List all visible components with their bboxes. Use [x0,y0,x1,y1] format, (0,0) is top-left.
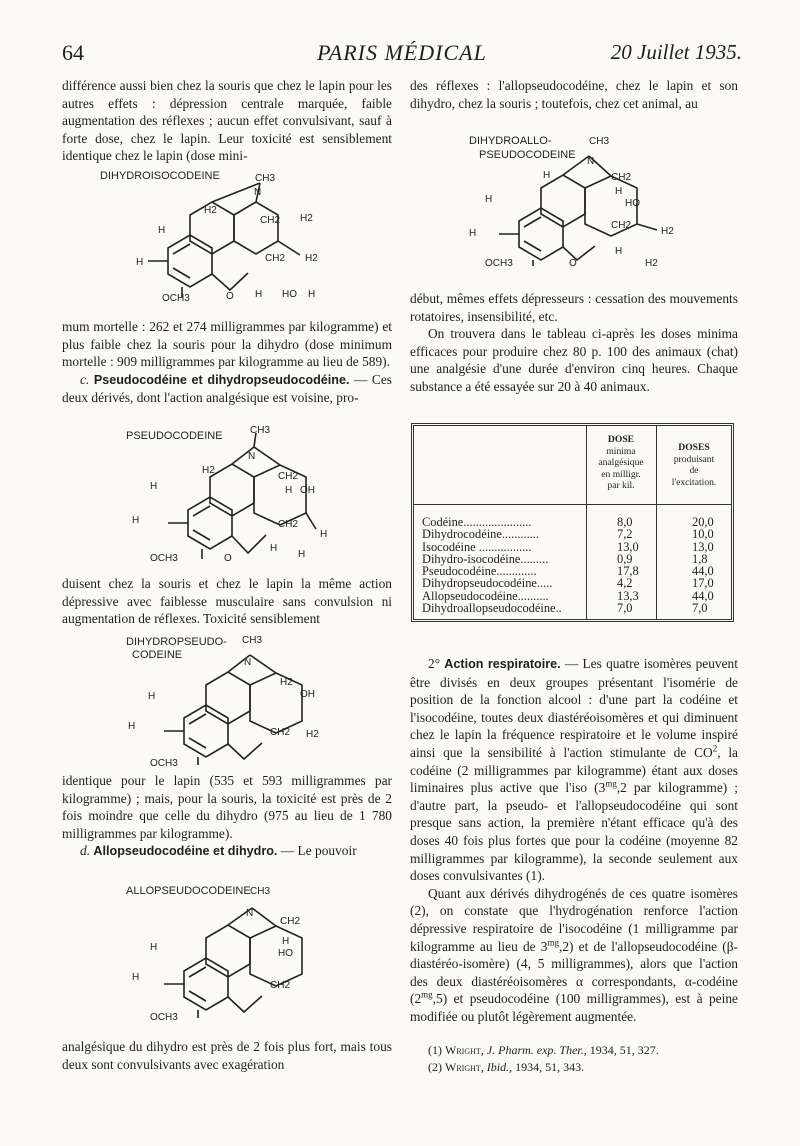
svg-text:H: H [148,691,156,702]
structure-dihydroisocodeine [100,165,360,305]
svg-text:H2: H2 [202,465,215,476]
left-text-4 [62,772,392,861]
left-text-5 [62,1038,392,1073]
svg-text:H: H [128,721,136,732]
svg-text:H: H [285,485,293,496]
svg-text:CH2: CH2 [265,253,286,264]
structure-label: PSEUDOCODEINE [479,149,576,161]
section-c-title: Pseudocodéine et dihydropseudocodéine. [93,372,350,387]
structure-pseudocodeine [120,425,380,570]
paragraph: Quant aux dérivés dihydrogénés de ces quatre isomères (2), on constate que l'hydrogénation renforce l'action dépressive respiratoire de l'isocodéine (1 milligramme par kilogramme au lieu de $3^{mg},2$) et de l'allopseudocodéine (β-diastéréo-isomère) (4, 5 milligrammes), alors que l'action des deux diastéréoisomères α correspondants, α-codéine $(2^{mg},5)$ et pseudocodéine (100 milligrammes), est à peine modifiée ou plutôt légèrement augmentée. [410,885,738,1024]
svg-text:H2: H2 [204,205,217,216]
svg-text:H: H [255,289,263,300]
svg-text:H2: H2 [300,213,313,224]
svg-text:CH3: CH3 [242,635,263,646]
svg-text:OH: OH [300,485,315,496]
structure-label: PSEUDOCODEINE [126,430,223,442]
svg-text:O: O [226,291,234,302]
footnotes [410,1042,738,1076]
table-row: Codéine...................... 8,0 20,0 [422,515,714,529]
svg-text:CH3: CH3 [589,136,610,147]
table-row: Dihydroallopseudocodéine.. 7,0 7,0 [422,601,708,616]
left-text-1 [62,77,392,165]
paragraph: différence aussi bien chez la souris que chez le lapin pour les autres effets : dépression centrale marquée, faible augmentation des réflexes ; aucun effet convulsivant, sauf à forte dose, chez le lapin. Leur toxicité est sensiblement identique chez le lapin (dose mini- [62,78,392,164]
svg-text:CH2: CH2 [611,220,632,231]
svg-text:CH2: CH2 [260,215,281,226]
svg-text:H2: H2 [645,258,658,269]
svg-text:H2: H2 [305,253,318,264]
paragraph: des réflexes : l'allopseudocodéine, chez le lapin et son dihydro, chez la souris ; toutefois, chez cet animal, au [410,78,738,111]
svg-text:OCH3: OCH3 [150,758,178,768]
svg-text:H: H [298,549,306,560]
table-header-excitation: DOSES produisant de l'excitation. [671,442,717,488]
paragraph: identique pour le lapin (535 et 593 milligrammes par kilogramme) ; mais, pour la souris, la toxicité est près de 2 fois moindre que celle du dihydro (975 au lieu de 1 780 milligrammes par kilogramme). [62,773,392,841]
footnote-2: (2) Wright, Ibid., 1934, 51, 343. [428,1060,585,1074]
svg-text:CH3: CH3 [255,173,276,184]
section-respiratory: 2° Action respiratoire. — Les quatre isomères peuvent être divisés en deux groupes présentant l'isomérie de position de la fonction alcool : d'une part la codéine et l'isocodéine, toutes deux diastéréoisomères et qui diminuent chez le lapin la fréquence respiratoire et le volume inspiré ainsi que la sensibilité à l'action stimulante de $CO^2$, la codéine (2 milligrammes par kilogramme) étant aux doses liminaires plus active que l'iso ($3^{mg},2$ par kilogramme) ; d'autre part, la pseudo- et l'allopseudocodéine qui sont presque sans action, la première n'étant efficace qu'à des doses 40 fois plus fortes que pour la codéine (moyenne 82 milligrammes par kilogramme), la seconde seulement aux doses convulsivantes (1). [410,656,738,884]
page-number: 64 [62,40,84,65]
paragraph: début, mêmes effets dépresseurs : cessation des mouvements rotatoires, insensibilité, etc. [410,291,738,324]
running-header [62,40,742,70]
svg-text:CH3: CH3 [250,886,271,897]
structure-label: CODEINE [132,649,183,661]
svg-text:H: H [270,543,278,554]
svg-text:CH2: CH2 [611,172,632,183]
table-row: Dihydrocodéine............ 7,2 10,0 [422,527,714,542]
svg-text:H2: H2 [280,677,293,688]
svg-text:CH2: CH2 [278,471,299,482]
svg-text:CH2: CH2 [270,980,291,991]
svg-text:H2: H2 [661,226,674,237]
svg-text:HO: HO [625,198,640,209]
structure-label: DIHYDROALLO- [469,135,552,147]
left-text-3 [62,575,392,628]
structure-label: DIHYDROPSEUDO- [126,636,227,648]
svg-text:H: H [469,228,477,239]
table-row: Allopseudocodéine.......... 13,3 44,0 [422,588,714,603]
table-header-dose: DOSE minima analgésique en milligr. par kil. [598,434,644,491]
table-row: Pseudocodéine............. 17,8 44,0 [422,564,714,579]
svg-text:H: H [543,170,551,181]
right-text-1 [410,77,738,112]
svg-text:H: H [308,289,316,300]
svg-text:CH2: CH2 [278,519,299,530]
svg-text:N: N [244,657,252,668]
svg-text:OCH3: OCH3 [150,553,178,564]
section-d-title: Allopseudocodéine et dihydro. [93,844,278,859]
svg-text:CH2: CH2 [270,727,291,738]
journal-title: PARIS MÉDICAL [317,40,487,65]
svg-text:N: N [246,908,254,919]
svg-text:H: H [485,194,493,205]
svg-text:OCH3: OCH3 [485,258,513,269]
structure-label: ALLOPSEUDOCODEINE [126,885,251,897]
svg-text:H: H [615,246,623,257]
svg-text:N: N [248,451,256,462]
structure-dihydroallopseudocodeine [465,130,705,270]
svg-text:CH2: CH2 [280,916,301,927]
section-c: c. Pseudocodéine et dihydropseudocodéine. — Ces deux dérivés, dont l'action analgésique est voisine, pro- [62,371,392,406]
table-row: Isocodéine ................. 13,0 13,0 [422,539,714,554]
table-row: Dihydropseudocodéine..... 4,2 17,0 [422,576,714,591]
section-d: d. Allopseudocodéine et dihydro. — Le pouvoir [80,843,357,859]
section-respiratory-title: Action respiratoire. [444,657,561,671]
svg-text:H: H [158,225,166,236]
svg-text:H: H [282,936,290,947]
svg-text:H: H [320,529,328,540]
right-text-3 [410,655,738,1025]
left-text-2 [62,318,392,407]
svg-text:N: N [254,187,262,198]
svg-text:HO: HO [278,948,293,959]
svg-text:H: H [132,515,140,526]
svg-text:OH: OH [300,689,315,700]
issue-date: 20 Juillet 1935. [610,40,742,64]
svg-text:H: H [132,972,140,983]
svg-text:H: H [136,257,144,268]
svg-text:H2: H2 [306,729,319,740]
svg-text:O: O [569,258,577,269]
svg-text:H: H [150,942,158,953]
paragraph: On trouvera dans le tableau ci-après les doses minima efficaces pour produire chez 80 p. 100 des animaux (chat) une analgésie d'une durée d'environ cinq heures. Chaque substance a été essayée sur 20 à 40 animaux. [410,326,738,394]
structure-dihydropseudocodeine [120,633,360,768]
right-text-2 [410,290,738,396]
table-body [422,516,725,614]
svg-text:HO: HO [282,289,297,300]
paragraph: analgésique du dihydro est près de 2 fois plus fort, mais tous deux sont convulsivants avec exagération [62,1039,392,1072]
svg-text:H: H [150,481,158,492]
svg-text:OCH3: OCH3 [162,293,190,304]
svg-text:CH3: CH3 [250,425,271,436]
paragraph: duisent chez la souris et chez le lapin la même action dépressive avec faiblesse musculaire sans convulsion ni augmentation de réflexes. Toxicité sensiblement [62,576,392,627]
structure-allopseudocodeine [120,880,380,1025]
svg-text:O: O [224,553,232,564]
svg-text:H: H [615,186,623,197]
structure-label: DIHYDROISOCODEINE [100,170,220,182]
dose-table [411,423,734,622]
footnote-1: (1) Wright, J. Pharm. exp. Ther., 1934, 51, 327. [428,1043,659,1057]
table-header-rule [414,504,731,505]
svg-text:N: N [587,156,595,167]
svg-text:OCH3: OCH3 [150,1012,178,1023]
table-row: Dihydro-isocodéine......... 0,9 1,8 [422,551,708,566]
paragraph: mum mortelle : 262 et 274 milligrammes par kilogramme) et plus faible chez la souris pour la dihydro (dose minimum mortelle : 909 milligrammes par kilogramme au lieu de 589). [62,319,392,370]
